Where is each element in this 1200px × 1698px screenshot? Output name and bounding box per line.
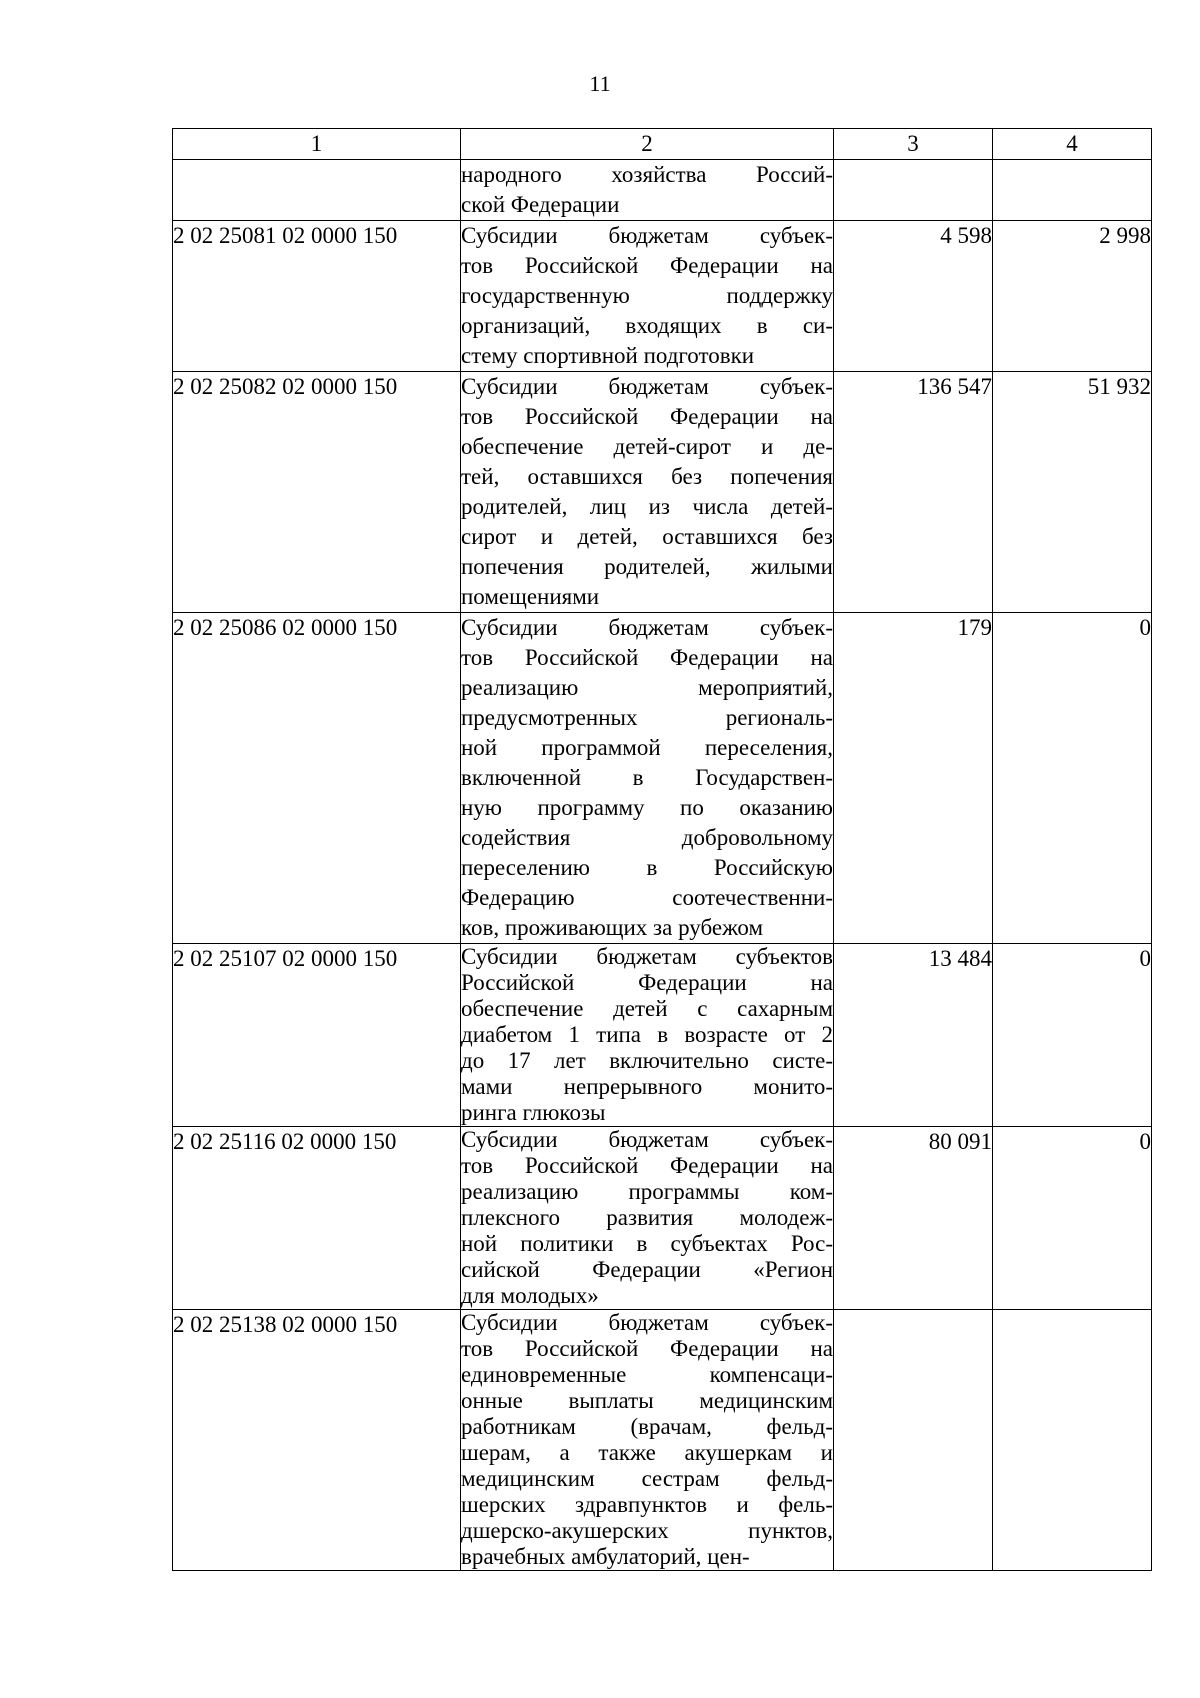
description-line: тов Российской Федерации на xyxy=(461,404,833,429)
budget-table xyxy=(172,128,1152,1571)
amount-value: 0 xyxy=(1139,615,1151,640)
description-line: попечения родителей, жилыми xyxy=(461,554,833,579)
description-line: тов Российской Федерации на xyxy=(461,253,833,278)
description-line: народного хозяйства Россий- xyxy=(461,162,833,187)
description-line: стему спортивной подготовки xyxy=(461,343,755,368)
table-row xyxy=(173,160,1152,221)
description-line: шерам, а также акушеркам и xyxy=(461,1440,833,1465)
description-line: ской Федерации xyxy=(461,192,620,217)
description-line: организаций, входящих в си- xyxy=(461,313,833,338)
budget-code-cell: 2 02 25086 02 0000 150 xyxy=(173,613,461,944)
amount-value: 0 xyxy=(1139,1129,1151,1154)
description-line: дшерско-акушерских пунктов, xyxy=(461,1518,833,1543)
budget-code-cell: 2 02 25138 02 0000 150 xyxy=(173,1310,461,1571)
amount-cell-col4 xyxy=(993,1127,1152,1310)
amount-cell-col4 xyxy=(993,221,1152,372)
amount-cell-col3 xyxy=(834,221,993,372)
amount-cell-col4 xyxy=(993,944,1152,1127)
description-cell xyxy=(461,1127,834,1310)
amount-cell-col3 xyxy=(834,613,993,944)
budget-code-cell: 2 02 25107 02 0000 150 xyxy=(173,944,461,1127)
description-line: Субсидии бюджетам субъек- xyxy=(461,1127,833,1152)
description-cell xyxy=(461,372,834,613)
description-cell xyxy=(461,1310,834,1571)
table-row xyxy=(173,1127,1152,1310)
amount-cell-col4 xyxy=(993,160,1152,221)
budget-code-cell: 2 02 25081 02 0000 150 xyxy=(173,221,461,372)
description-line: тей, оставшихся без попечения xyxy=(461,464,833,489)
amount-value: 80 091 xyxy=(928,1129,992,1154)
description-line: содействия добровольному xyxy=(461,825,833,850)
description-line: Субсидии бюджетам субъектов xyxy=(461,944,833,969)
description-line: реализацию программы ком- xyxy=(461,1179,833,1204)
description-line: мами непрерывного монито- xyxy=(461,1074,833,1099)
table-row xyxy=(173,221,1152,372)
description-line: ной политики в субъектах Рос- xyxy=(461,1231,833,1256)
description-line: медицинским сестрам фельд- xyxy=(461,1466,833,1491)
description-cell xyxy=(461,221,834,372)
amount-cell-col3 xyxy=(834,944,993,1127)
description-line: тов Российской Федерации на xyxy=(461,1153,833,1178)
description-line: тов Российской Федерации на xyxy=(461,645,833,670)
amount-value: 179 xyxy=(957,615,992,640)
description-line: для молодых» xyxy=(461,1283,599,1308)
description-line: предусмотренных региональ- xyxy=(461,705,833,730)
description-line: врачебных амбулаторий, цен- xyxy=(461,1544,750,1569)
header-cell-3: 3 xyxy=(834,129,993,160)
amount-value: 13 484 xyxy=(928,946,992,971)
budget-code-cell: 2 02 25116 02 0000 150 xyxy=(173,1127,461,1310)
description-line: Субсидии бюджетам субъек- xyxy=(461,1310,833,1335)
amount-value: 2 998 xyxy=(1099,223,1151,248)
page-number: 11 xyxy=(589,71,611,96)
header-cell-4: 4 xyxy=(993,129,1152,160)
description-line: обеспечение детей с сахарным xyxy=(461,996,833,1021)
amount-cell-col3 xyxy=(834,372,993,613)
amount-value: 136 547 xyxy=(917,374,992,399)
description-cell xyxy=(461,613,834,944)
description-line: переселению в Российскую xyxy=(461,855,833,880)
table-row xyxy=(173,372,1152,613)
description-line: тов Российской Федерации на xyxy=(461,1336,833,1361)
description-line: Субсидии бюджетам субъек- xyxy=(461,374,833,399)
description-line: включенной в Государствен- xyxy=(461,765,833,790)
description-line: сийской Федерации «Регион xyxy=(461,1257,833,1282)
amount-cell-col4 xyxy=(993,1310,1152,1571)
description-line: Субсидии бюджетам субъек- xyxy=(461,615,833,640)
description-line: плексного развития молодеж- xyxy=(461,1205,833,1230)
description-line: родителей, лиц из числа детей- xyxy=(461,494,833,519)
amount-cell-col4 xyxy=(993,372,1152,613)
amount-value: 0 xyxy=(1139,946,1151,971)
description-line: сирот и детей, оставшихся без xyxy=(461,524,833,549)
description-line: обеспечение детей-сирот и де- xyxy=(461,434,833,459)
budget-code-cell xyxy=(173,160,461,221)
description-line: Субсидии бюджетам субъек- xyxy=(461,223,833,248)
description-cell xyxy=(461,944,834,1127)
header-cell-2: 2 xyxy=(461,129,834,160)
amount-value: 4 598 xyxy=(940,223,992,248)
table-header-row xyxy=(173,129,1152,160)
amount-value: 51 932 xyxy=(1087,374,1151,399)
description-line: ной программой переселения, xyxy=(461,735,833,760)
budget-code-cell: 2 02 25082 02 0000 150 xyxy=(173,372,461,613)
amount-cell-col3 xyxy=(834,1310,993,1571)
description-line: до 17 лет включительно систе- xyxy=(461,1048,833,1073)
description-line: ную программу по оказанию xyxy=(461,795,833,820)
description-line: единовременные компенсаци- xyxy=(461,1362,833,1387)
description-line: помещениями xyxy=(461,584,600,609)
description-cell xyxy=(461,160,834,221)
header-cell-1: 1 xyxy=(173,129,461,160)
amount-cell-col3 xyxy=(834,1127,993,1310)
table-row xyxy=(173,1310,1152,1571)
description-line: ков, проживающих за рубежом xyxy=(461,915,763,940)
amount-cell-col4 xyxy=(993,613,1152,944)
description-line: государственную поддержку xyxy=(461,283,833,308)
description-line: Российской Федерации на xyxy=(461,970,833,995)
description-line: диабетом 1 типа в возрасте от 2 xyxy=(461,1022,833,1047)
description-line: шерских здравпунктов и фель- xyxy=(461,1492,833,1517)
table-row xyxy=(173,613,1152,944)
description-line: работникам (врачам, фельд- xyxy=(461,1414,833,1439)
description-line: онные выплаты медицинским xyxy=(461,1388,833,1413)
description-line: Федерацию соотечественни- xyxy=(461,885,833,910)
description-line: реализацию мероприятий, xyxy=(461,675,833,700)
amount-cell-col3 xyxy=(834,160,993,221)
description-line: ринга глюкозы xyxy=(461,1100,606,1125)
table-row xyxy=(173,944,1152,1127)
